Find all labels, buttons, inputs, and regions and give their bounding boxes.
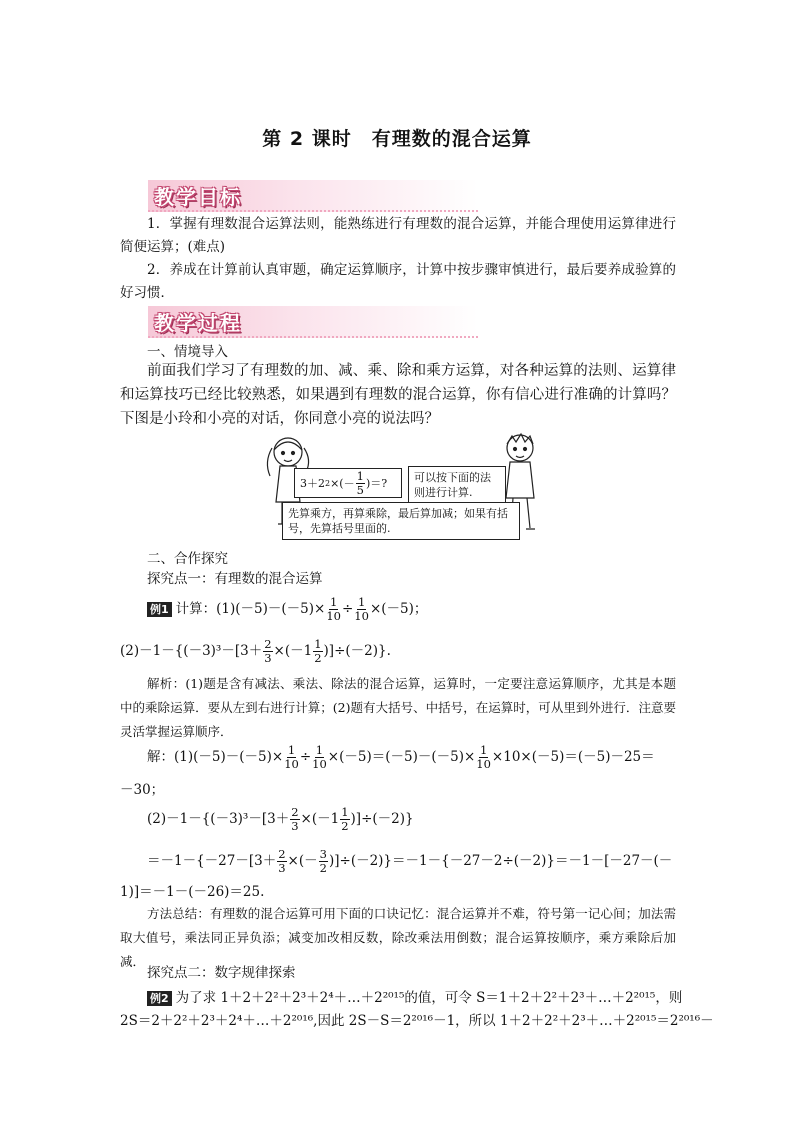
girl-q-end: )＝? xyxy=(365,476,388,490)
sol2-l2-end: )]÷(－2)}＝－1－{－27－2÷(－2)}＝－1－[－27－(－ xyxy=(328,853,673,869)
page-title: 第 2 课时 有理数的混合运算 xyxy=(262,128,532,150)
example2-line2: 2S＝2＋2²＋2³＋2⁴＋…＋2²⁰¹⁶,因此 2S－S＝2²⁰¹⁶－1，所以 1＋2＋2²＋2³＋…＋2²⁰¹⁵＝2²⁰¹⁶－ xyxy=(120,1013,714,1029)
example1-line-a xyxy=(147,596,427,623)
ex1-a-frac2 xyxy=(354,596,369,623)
ex1-a-div: ÷ xyxy=(341,601,354,617)
example2-tag: 例2 xyxy=(147,991,172,1006)
sol2-l1-end: )]÷(－2)} xyxy=(350,811,414,827)
sol2-l2-mid: ×(－ xyxy=(287,853,318,869)
sol2-l2-frac xyxy=(277,848,286,875)
ex1-b-fn: 2 xyxy=(264,637,272,651)
ex1-a-f1n: 1 xyxy=(330,595,338,609)
girl-q-num: 1 xyxy=(356,468,364,483)
girl-q-exp: 2 xyxy=(325,478,331,488)
example1-label: 计算： xyxy=(175,601,217,617)
ex1-a-frac1 xyxy=(326,596,341,623)
girl-q-left: 3＋2 xyxy=(300,476,325,490)
solution2-line1 xyxy=(147,806,414,833)
sol1-f2n: 1 xyxy=(315,743,324,757)
sol2-l1-md: 2 xyxy=(341,819,349,833)
goal-2: 2．养成在计算前认真审题，确定运算顺序，计算中按步骤审慎进行，最后要养成验算的好习惯． xyxy=(120,262,676,301)
sol1-frac1 xyxy=(284,744,299,771)
sol2-l1-mid: ×(－1 xyxy=(300,811,340,827)
intro-text: 前面我们学习了有理数的加、减、乘、除和乘方运算，对各种运算的法则、运算律和运算技巧已经比较熟悉，如果遇到有理数的混合运算，你有信心进行准确的计算吗？下图是小玲和小亮的对话，你同意小亮的说法吗？ xyxy=(120,363,676,427)
sol1-mid1: ÷ xyxy=(299,749,312,765)
solution1-result: －30； xyxy=(120,782,165,798)
girl-q-mid: ×(－ xyxy=(330,476,355,490)
girl-q-den: 5 xyxy=(356,482,364,497)
sol2-l1-mn: 1 xyxy=(341,805,349,819)
sol2-l2-n: 3 xyxy=(319,847,327,861)
sol2-l2-fd: 3 xyxy=(278,861,286,875)
explore-heading: 二、合作探究 xyxy=(147,551,228,567)
ex1-b-mixed xyxy=(313,638,322,665)
rule-bubble: 先算乘方，再算乘除，最后算加减；如果有括号，先算括号里面的. xyxy=(282,502,520,540)
ex1-b-frac xyxy=(263,638,272,665)
girl-question-bubble xyxy=(294,468,402,498)
ex1-b-md: 2 xyxy=(314,651,322,665)
sol1-f3n: 1 xyxy=(479,743,488,757)
sol2-l2-fn: 2 xyxy=(278,847,286,861)
sol2-l1-mixed xyxy=(340,806,349,833)
ex1-b-mn: 1 xyxy=(314,637,322,651)
analysis-paragraph: 解析：(1)题是含有减法、乘法、除法的混合运算，运算时，一定要注意运算顺序，尤其是本题中的乘除运算．要从左到右进行计算；(2)题有大括号、中括号，在运算时，可从里到外进行．注意要灵活掌握运算顺序． xyxy=(120,676,676,739)
point1-heading: 探究点一：有理数的混合运算 xyxy=(147,571,323,587)
ex2-line1-text: 为了求 1＋2＋2²＋2³＋2⁴＋…＋2²⁰¹⁵的值，可令 S＝1＋2＋2²＋2³＋…＋2²⁰¹⁵，则 xyxy=(175,990,683,1006)
ex1-a-left: (1)(－5)－(－5)× xyxy=(216,601,326,617)
sol1-mid2: ×(－5)＝(－5)－(－5)× xyxy=(327,749,476,765)
example2-line1 xyxy=(147,986,682,1006)
method-summary: 方法总结：有理数的混合运算可用下面的口诀记忆：混合运算并不难，符号第一记心间；加法需取大值号，乘法同正异负添；减变加改相反数，除改乘法用倒数；混合运算按顺序，乘方乘除后加减． xyxy=(120,906,676,969)
girl-q-fraction xyxy=(356,470,365,497)
sol1-f1n: 1 xyxy=(287,743,296,757)
ex1-b-fd: 3 xyxy=(264,651,272,665)
section-banner-goals xyxy=(148,180,478,212)
sol2-l1-fn: 2 xyxy=(291,805,299,819)
ex1-b-end: )]÷(－2)}. xyxy=(323,643,391,659)
solution2-line2 xyxy=(147,848,672,875)
solution1-line xyxy=(147,744,655,771)
section-banner-process xyxy=(148,306,478,338)
sol1-frac3 xyxy=(476,744,491,771)
intro-heading: 一、情境导入 xyxy=(147,344,228,360)
sol1-f1d: 10 xyxy=(284,757,299,771)
goal-1: 1．掌握有理数混合运算法则，能熟练进行有理数的混合运算，并能合理使用运算律进行简便运算；(难点) xyxy=(120,216,676,255)
ex1-b-mid: ×(－1 xyxy=(273,643,313,659)
sol1-left: 解：(1)(－5)－(－5)× xyxy=(147,749,284,765)
sol1-f3d: 10 xyxy=(476,757,491,771)
point2-heading: 探究点二：数字规律探索 xyxy=(147,965,296,981)
dialogue-illustration xyxy=(258,432,548,540)
example1-tag: 例1 xyxy=(147,602,172,617)
ex1-a-end: ×(－5)； xyxy=(369,601,428,617)
sol2-l1-fd: 3 xyxy=(291,819,299,833)
example1-line-b xyxy=(120,638,391,665)
sol2-l1-left: (2)－1－{(－3)³－[3＋ xyxy=(147,811,290,827)
boy-reply-bubble: 可以按下面的法则进行计算. xyxy=(408,466,506,504)
ex1-a-f2n: 1 xyxy=(357,595,366,609)
sol2-l1-frac xyxy=(290,806,299,833)
ex1-b-left: (2)－1－{(－3)³－[3＋ xyxy=(120,643,263,659)
ex1-a-f2d: 10 xyxy=(354,609,369,623)
sol2-l2-d: 2 xyxy=(319,861,327,875)
sol2-l2-frac2 xyxy=(319,848,328,875)
sol1-f2d: 10 xyxy=(312,757,327,771)
ex1-a-f1d: 10 xyxy=(326,609,341,623)
sol1-end: ×10×(－5)＝(－5)－25＝ xyxy=(491,749,655,765)
section-title-process: 教学过程 xyxy=(154,311,242,335)
sol2-l2-left: ＝－1－{－27－[3＋ xyxy=(147,853,277,869)
solution2-line3: 1)]＝－1－(－26)＝25. xyxy=(120,884,265,900)
sol1-frac2 xyxy=(312,744,327,771)
section-title-goals: 教学目标 xyxy=(154,185,242,209)
